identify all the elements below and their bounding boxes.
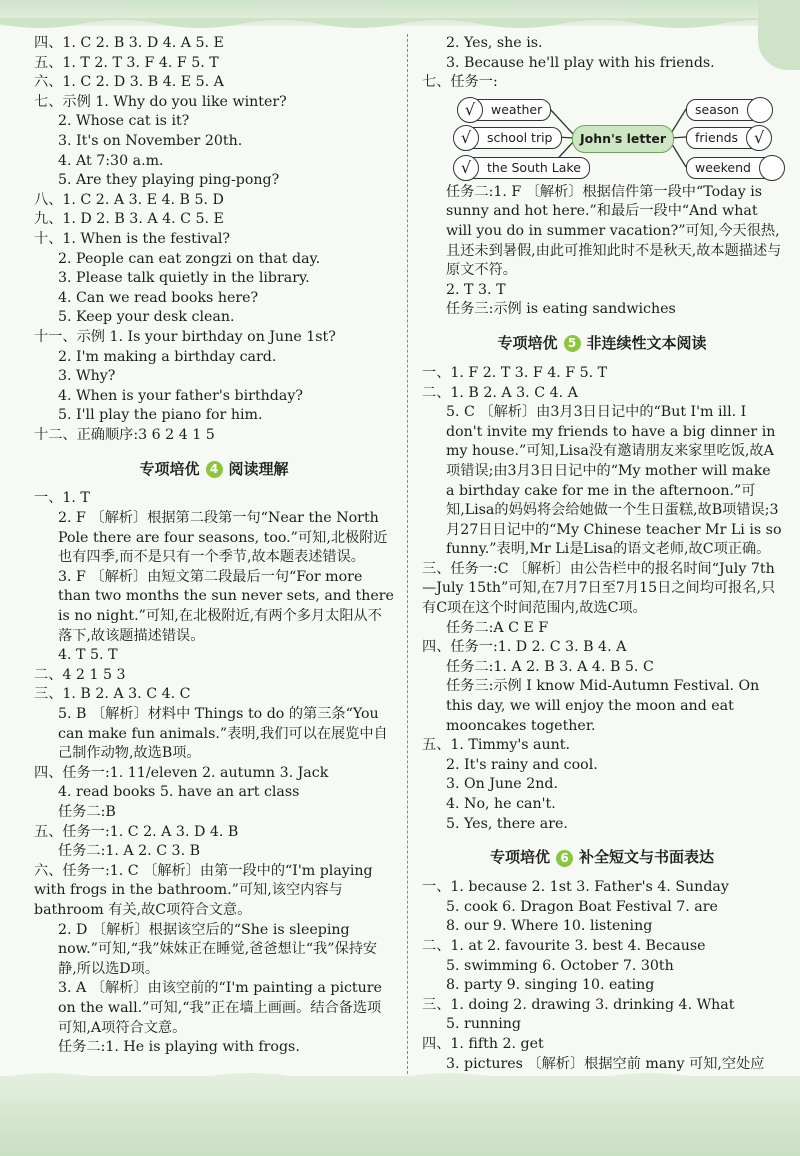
answer-line: 4. read books 5. have an art class xyxy=(58,784,300,801)
check-circle: √ xyxy=(453,125,479,151)
mind-map-node xyxy=(686,99,770,121)
answer-line: 5. running xyxy=(446,1016,521,1033)
check-circle xyxy=(747,97,773,123)
answer-line: 十二、正确顺序:3 6 2 4 1 5 xyxy=(34,426,215,443)
check-circle xyxy=(759,155,785,181)
answer-line: 2. Whose cat is it? xyxy=(58,113,190,130)
section-number-badge: 5 xyxy=(564,335,581,352)
answer-line: 5. I'll play the piano for him. xyxy=(58,407,263,424)
bottom-decor-band xyxy=(0,1076,800,1156)
answer-line: 5. Keep your desk clean. xyxy=(58,309,235,326)
section-subtitle: 补全短文与书面表达 xyxy=(579,848,715,867)
right-column xyxy=(422,34,782,1074)
answer-line: 三、1. B 2. A 3. C 4. C xyxy=(34,686,191,703)
answer-line: 3. Because he'll play with his friends. xyxy=(446,54,715,71)
answer-line: 4. At 7:30 a.m. xyxy=(58,152,164,169)
answer-line: 4. Can we read books here? xyxy=(58,289,259,306)
answer-line: 5. swimming 6. October 7. 30th xyxy=(446,957,674,974)
answer-explanation: 5. C 〔解析〕由3月3日日记中的“But I'm ill. I don't invite my friends to have a big dinner in my house.”可知,Lisa没有邀请朋友来家里吃饭,故A项错误;由3月3日日记中的“My mother will make a birthday cake for me in the afternoon.”可知,Lisa的妈妈将会给她做一个生日蛋糕,故B项错误;3月27日日记中的“My Chinese teacher Mr Li is so funny.”表明,Mr Li是Lisa的语文老师,故C项正确。 xyxy=(446,404,782,558)
section-header-5 xyxy=(422,328,782,360)
answer-explanation: 2. F 〔解析〕根据第二段第一句“Near the North Pole there are four seasons, too.”可知,北极附近也有四季,而不是只有一个季节,故本题表述错误。 xyxy=(58,510,388,566)
answer-line: 一、1. T xyxy=(34,490,90,507)
answer-line: 2. Yes, she is. xyxy=(446,35,543,51)
mind-map-node xyxy=(460,99,551,121)
answer-line: 5. Yes, there are. xyxy=(446,815,568,832)
answer-line: 五、任务一:1. C 2. A 3. D 4. B xyxy=(34,823,239,840)
node-label: weather xyxy=(491,101,543,117)
answer-line: 任务三:示例 is eating sandwiches xyxy=(446,301,676,318)
answer-line: 任务二:1. A 2. B 3. A 4. B 5. C xyxy=(446,658,654,675)
section-header-6 xyxy=(422,842,782,874)
answer-line: 任务二:1. A 2. C 3. B xyxy=(58,843,201,860)
answer-line: 3. Why? xyxy=(58,368,116,385)
answer-line: 4. No, he can't. xyxy=(446,796,556,812)
answer-line: 4. When is your father's birthday? xyxy=(58,387,303,404)
answer-explanation: 3. A 〔解析〕由该空前的“I'm painting a picture on the wall.”可知,“我”正在墙上画画。结合备选项可知,A项符合文意。 xyxy=(58,980,382,1036)
answer-line: 2. It's rainy and cool. xyxy=(446,756,598,773)
mind-map-node xyxy=(456,127,562,149)
answer-line: 4. T 5. T xyxy=(58,647,118,664)
node-label: weekend xyxy=(695,159,751,175)
answer-line: 三、1. doing 2. drawing 3. drinking 4. What xyxy=(422,996,735,1013)
answer-line: 六、1. C 2. D 3. B 4. E 5. A xyxy=(34,74,224,91)
mind-map-node xyxy=(456,157,590,179)
answer-line: 五、1. T 2. T 3. F 4. F 5. T xyxy=(34,54,219,71)
answer-line: 四、1. C 2. B 3. D 4. A 5. E xyxy=(34,35,224,51)
answer-line: 2. T 3. T xyxy=(446,281,506,298)
answer-explanation: 2. D 〔解析〕根据该空后的“She is sleeping now.”可知,“我”妹妹正在睡觉,爸爸想让“我”保持安静,所以选D项。 xyxy=(58,921,378,977)
answer-line: 九、1. D 2. B 3. A 4. C 5. E xyxy=(34,211,224,228)
answer-line: 2. People can eat zongzi on that day. xyxy=(58,250,321,267)
answer-line: 一、1. because 2. 1st 3. Father's 4. Sunday xyxy=(422,879,729,896)
section-title: 专项培优 xyxy=(489,848,550,867)
node-label: the South Lake xyxy=(487,159,581,175)
answer-line: 四、1. fifth 2. get xyxy=(422,1035,544,1052)
answer-line: 四、任务一:1. D 2. C 3. B 4. A xyxy=(422,639,627,656)
answer-line: 一、1. F 2. T 3. F 4. F 5. T xyxy=(422,364,608,381)
answer-line: 3. Please talk quietly in the library. xyxy=(58,270,310,287)
answer-line: 七、任务一: xyxy=(422,74,498,91)
answer-line: 任务二:1. He is playing with frogs. xyxy=(58,1039,300,1056)
answer-line: 任务二:A C E F xyxy=(446,619,549,636)
left-column xyxy=(34,34,394,1058)
answer-line: 二、4 2 1 5 3 xyxy=(34,666,126,683)
answer-line: 十、1. When is the festival? xyxy=(34,230,231,247)
answer-line: 五、1. Timmy's aunt. xyxy=(422,737,570,754)
answer-line: 八、1. C 2. A 3. E 4. B 5. D xyxy=(34,191,224,208)
check-circle: √ xyxy=(457,97,483,123)
section-subtitle: 非连续性文本阅读 xyxy=(586,334,707,353)
answer-line: 二、1. B 2. A 3. C 4. A xyxy=(422,384,578,401)
mind-map-node xyxy=(686,157,782,179)
mind-map-center: John's letter xyxy=(572,125,674,153)
answer-line: 二、1. at 2. favourite 3. best 4. Because xyxy=(422,937,706,954)
node-label: season xyxy=(695,101,739,117)
section-subtitle: 阅读理解 xyxy=(228,459,289,478)
answer-line: 8. our 9. Where 10. listening xyxy=(446,918,653,935)
answer-explanation: 任务二:1. F 〔解析〕根据信件第一段中“Today is sunny and hot here.”和最后一段中“And what will you do in summer vacation?”可知,今天很热,且还未到暑假,由此可推知此时不是秋天,故本题描述与原文不符。 xyxy=(446,183,782,279)
mind-map-diagram xyxy=(456,99,780,181)
check-circle: √ xyxy=(746,125,772,151)
section-header-4 xyxy=(34,453,394,485)
section-number-badge: 6 xyxy=(556,850,573,867)
answer-line: 七、示例 1. Why do you like winter? xyxy=(34,93,287,110)
node-label: friends xyxy=(695,129,739,145)
answer-line: 8. party 9. singing 10. eating xyxy=(446,977,655,994)
answer-line: 5. Are they playing ping-pong? xyxy=(58,172,280,189)
top-wave-decor xyxy=(0,18,800,34)
answer-line: 5. cook 6. Dragon Boat Festival 7. are xyxy=(446,898,718,915)
check-circle: √ xyxy=(453,155,479,181)
answer-explanation: 六、任务一:1. C 〔解析〕由第一段中的“I'm playing with frogs in the bathroom.”可知,该空内容与 bathroom 有关,故C项符合文意。 xyxy=(34,862,373,918)
answer-line: 3. pictures 〔解析〕根据空前 many 可知,空处应 xyxy=(446,1055,765,1072)
section-title: 专项培优 xyxy=(139,459,200,478)
mind-map-node xyxy=(686,127,769,149)
answer-explanation: 5. B 〔解析〕材料中 Things to do 的第三条“You can make fun animals.”表明,我们可以在展览中自己制作动物,故选B项。 xyxy=(58,706,388,762)
column-divider xyxy=(407,34,408,1084)
section-number-badge: 4 xyxy=(206,461,223,478)
answer-line: 四、任务一:1. 11/eleven 2. autumn 3. Jack xyxy=(34,764,329,781)
answer-explanation: 任务三:示例 I know Mid-Autumn Festival. On this day, we will enjoy the moon and eat mooncakes together. xyxy=(446,678,760,734)
node-label: school trip xyxy=(487,129,553,145)
answer-line: 3. It's on November 20th. xyxy=(58,132,243,149)
answer-line: 十一、示例 1. Is your birthday on June 1st? xyxy=(34,328,336,345)
answer-line: 任务二:B xyxy=(58,803,116,820)
answer-explanation: 三、任务一:C 〔解析〕由公告栏中的报名时间“July 7th—July 15th”可知,在7月7日至7月15日之间均可报名,只有C项在这个时间范围内,故选C项。 xyxy=(422,560,776,617)
answer-line: 3. On June 2nd. xyxy=(446,776,558,793)
answer-line: 2. I'm making a birthday card. xyxy=(58,348,277,365)
section-title: 专项培优 xyxy=(497,334,558,353)
answer-explanation: 3. F 〔解析〕由短文第二段最后一句“For more than two months the sun never sets, and there is no night.”可知,在北极附近,有两个多月太阳从不落下,故该题描述错误。 xyxy=(58,568,394,644)
